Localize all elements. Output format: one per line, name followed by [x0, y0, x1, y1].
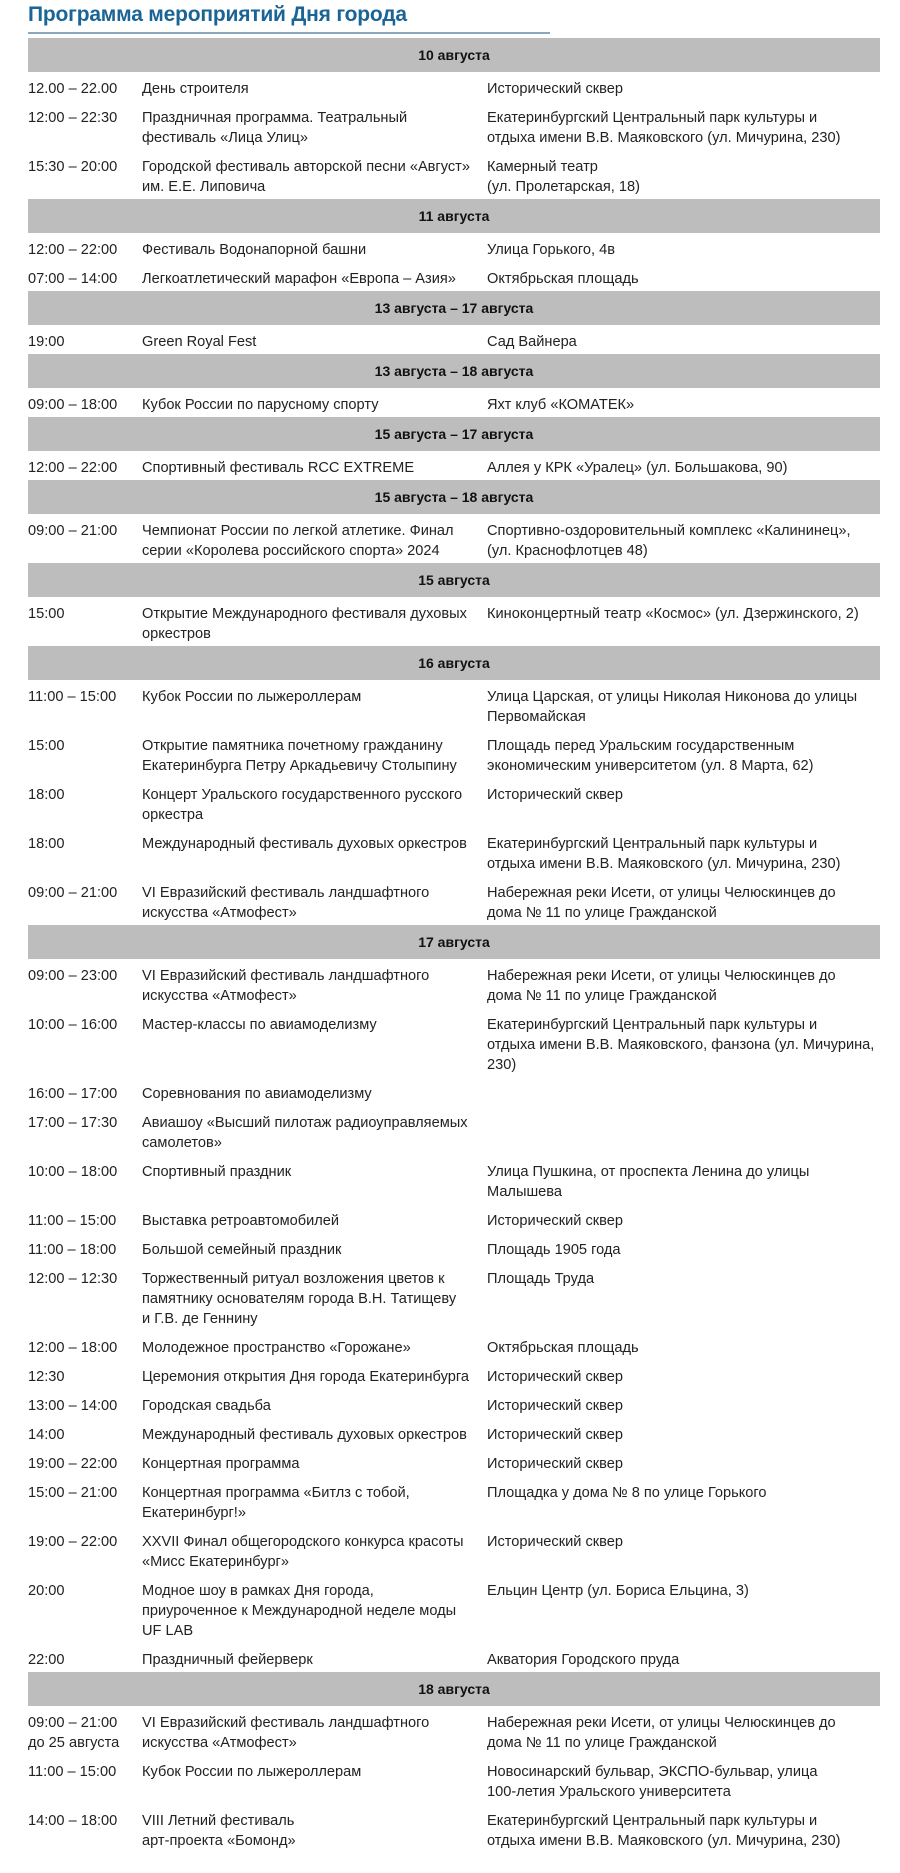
event-place-line: Акватория Городского пруда — [487, 1652, 680, 1668]
event-row — [28, 1155, 880, 1204]
event-name-line: Открытие памятника почетному гражданину — [142, 738, 443, 754]
event-time — [28, 1396, 142, 1416]
event-row — [28, 1262, 880, 1331]
date-header: 15 августа – 17 августа — [28, 417, 880, 451]
event-time — [28, 79, 142, 99]
event-time-line: 09:00 – 21:00 — [28, 885, 118, 901]
event-time — [28, 1113, 142, 1153]
event-place-line: дома № 11 по улице Гражданской — [487, 988, 717, 1004]
event-place-line: (ул. Пролетарская, 18) — [487, 179, 640, 195]
event-place — [487, 1581, 880, 1641]
event-name — [142, 1338, 487, 1358]
event-time-line: 12:00 – 22:00 — [28, 460, 118, 476]
event-time-line: до 25 августа — [28, 1735, 120, 1751]
event-place-line: Аллея у КРК «Уралец» (ул. Большакова, 90) — [487, 460, 788, 476]
event-name — [142, 1211, 487, 1231]
event-name-line: памятнику основателям города В.Н. Татищеву — [142, 1291, 457, 1307]
event-place — [487, 1084, 880, 1104]
event-name-line: Фестиваль Водонапорной башни — [142, 242, 367, 258]
event-place-line: Екатеринбургский Центральный парк культуры и — [487, 1813, 818, 1829]
event-place-line: Спортивно-оздоровительный комплекс «Калининец», — [487, 523, 851, 539]
event-place-line: Октябрьская площадь — [487, 1340, 639, 1356]
event-time — [28, 736, 142, 776]
event-place — [487, 1762, 880, 1802]
date-header: 18 августа — [28, 1672, 880, 1706]
event-time-line: 11:00 – 15:00 — [28, 1213, 117, 1229]
event-place-line: отдыха имени В.В. Маяковского (ул. Мичурина, 230) — [487, 130, 841, 146]
event-time-line: 15:30 – 20:00 — [28, 159, 118, 175]
event-place — [487, 883, 880, 923]
event-place-line: Камерный театр — [487, 159, 598, 175]
event-name — [142, 1015, 487, 1075]
event-place-line: Исторический сквер — [487, 1398, 623, 1414]
event-name — [142, 736, 487, 776]
event-name-line: Выставка ретроавтомобилей — [142, 1213, 340, 1229]
event-name-line: Екатеринбург!» — [142, 1505, 246, 1521]
event-place-line: Улица Царская, от улицы Николая Никонова до улицы — [487, 689, 858, 705]
event-row — [28, 1360, 880, 1389]
page-title: Программа мероприятий Дня города — [28, 2, 550, 34]
event-row — [28, 233, 880, 262]
event-place-line: 100-летия Уральского университета — [487, 1784, 731, 1800]
event-time-line: 09:00 – 23:00 — [28, 968, 118, 984]
event-time — [28, 785, 142, 825]
event-place — [487, 108, 880, 148]
event-time — [28, 157, 142, 197]
event-time-line: 19:00 — [28, 334, 65, 350]
event-row — [28, 1331, 880, 1360]
event-name-line: VI Евразийский фестиваль ландшафтного — [142, 968, 430, 984]
event-place — [487, 604, 880, 644]
event-place — [487, 1338, 880, 1358]
event-name — [142, 1483, 487, 1523]
event-row — [28, 1106, 880, 1155]
event-name — [142, 1084, 487, 1104]
event-name — [142, 1454, 487, 1474]
event-place-line: дома № 11 по улице Гражданской — [487, 1735, 717, 1751]
event-name — [142, 79, 487, 99]
event-place — [487, 1240, 880, 1260]
event-time — [28, 1367, 142, 1387]
event-place — [487, 332, 880, 352]
event-place-line: отдыха имени В.В. Маяковского (ул. Мичурина, 230) — [487, 1833, 841, 1849]
event-time-line: 22:00 — [28, 1652, 65, 1668]
date-header: 15 августа — [28, 563, 880, 597]
event-row — [28, 325, 880, 354]
event-place-line: (ул. Краснофлотцев 48) — [487, 543, 648, 559]
event-row — [28, 1643, 880, 1672]
event-time — [28, 1454, 142, 1474]
event-name-line: оркестра — [142, 807, 204, 823]
event-time — [28, 1338, 142, 1358]
date-header: 17 августа — [28, 925, 880, 959]
event-name — [142, 157, 487, 197]
event-time-line: 16:00 – 17:00 — [28, 1086, 118, 1102]
event-place-line: отдыха имени В.В. Маяковского, фанзона (ул. Мичурина, — [487, 1037, 875, 1053]
event-name-line: искусства «Атмофест» — [142, 905, 297, 921]
event-place — [487, 1650, 880, 1670]
event-name-line: Модное шоу в рамках Дня города, — [142, 1583, 374, 1599]
event-place — [487, 1483, 880, 1523]
event-name — [142, 1240, 487, 1260]
event-time-line: 10:00 – 18:00 — [28, 1164, 118, 1180]
event-time — [28, 883, 142, 923]
event-time-line: 12:30 — [28, 1369, 65, 1385]
event-name-line: Кубок России по лыжероллерам — [142, 1764, 362, 1780]
event-time — [28, 1762, 142, 1802]
event-place-line: Киноконцертный театр «Космос» (ул. Дзержинского, 2) — [487, 606, 859, 622]
event-name-line: VIII Летний фестиваль — [142, 1813, 295, 1829]
event-time — [28, 604, 142, 644]
event-place-line: Исторический сквер — [487, 1534, 623, 1550]
event-name-line: XXVII Финал общегородского конкурса красоты — [142, 1534, 464, 1550]
event-place-line: Екатеринбургский Центральный парк культуры и — [487, 110, 818, 126]
event-place — [487, 1113, 880, 1153]
event-place — [487, 1269, 880, 1329]
event-name — [142, 834, 487, 874]
event-name — [142, 1269, 487, 1329]
event-time-line: 14:00 — [28, 1427, 65, 1443]
event-time-line: 07:00 – 14:00 — [28, 271, 118, 287]
event-time — [28, 1713, 142, 1753]
event-time — [28, 687, 142, 727]
event-name-line: искусства «Атмофест» — [142, 1735, 297, 1751]
event-name — [142, 1811, 487, 1851]
event-time-line: 12:00 – 22:00 — [28, 242, 118, 258]
event-place — [487, 1015, 880, 1075]
event-name — [142, 458, 487, 478]
event-row — [28, 72, 880, 101]
event-name-line: Праздничный фейерверк — [142, 1652, 313, 1668]
event-name-line: Мастер-классы по авиамоделизму — [142, 1017, 377, 1033]
event-row — [28, 680, 880, 729]
date-header: 15 августа – 18 августа — [28, 480, 880, 514]
event-time-line: 14:00 – 18:00 — [28, 1813, 118, 1829]
event-place — [487, 1532, 880, 1572]
event-name-line: арт-проекта «Бомонд» — [142, 1833, 296, 1849]
event-name — [142, 604, 487, 644]
event-name-line: Торжественный ритуал возложения цветов к — [142, 1271, 445, 1287]
event-name-line: серии «Королева российского спорта» 2024 — [142, 543, 440, 559]
event-time — [28, 108, 142, 148]
event-place-line: 230) — [487, 1057, 517, 1073]
event-time — [28, 966, 142, 1006]
event-name — [142, 1367, 487, 1387]
event-name — [142, 240, 487, 260]
event-row — [28, 1804, 880, 1853]
event-place — [487, 1396, 880, 1416]
event-place-line: Исторический сквер — [487, 787, 623, 803]
event-name-line: Кубок России по лыжероллерам — [142, 689, 362, 705]
event-time — [28, 1532, 142, 1572]
event-name-line: «Мисс Екатеринбург» — [142, 1554, 289, 1570]
event-name — [142, 785, 487, 825]
event-time — [28, 269, 142, 289]
event-time — [28, 1483, 142, 1523]
event-name-line: Церемония открытия Дня города Екатеринбурга — [142, 1369, 469, 1385]
event-name — [142, 1713, 487, 1753]
event-time-line: 12.00 – 22.00 — [28, 81, 118, 97]
event-place — [487, 157, 880, 197]
event-name-line: и Г.В. де Геннину — [142, 1311, 258, 1327]
event-name — [142, 108, 487, 148]
event-time-line: 20:00 — [28, 1583, 65, 1599]
event-place-line: Площадь перед Уральским государственным — [487, 738, 795, 754]
event-place-line: Исторический сквер — [487, 1213, 623, 1229]
event-row — [28, 1077, 880, 1106]
event-name-line: Концерт Уральского государственного русского — [142, 787, 463, 803]
event-row — [28, 959, 880, 1008]
event-time-line: 09:00 – 21:00 — [28, 523, 118, 539]
event-place — [487, 395, 880, 415]
event-name-line: приуроченное к Международной неделе моды — [142, 1603, 457, 1619]
event-name-line: UF LAB — [142, 1623, 194, 1639]
event-name-line: самолетов» — [142, 1135, 222, 1151]
event-time-line: 18:00 — [28, 836, 65, 852]
event-place-line: Площадь 1905 года — [487, 1242, 621, 1258]
event-place-line: Набережная реки Исети, от улицы Челюскинцев до — [487, 1715, 836, 1731]
event-time-line: 15:00 — [28, 738, 65, 754]
event-name-line: Международный фестиваль духовых оркестров — [142, 1427, 467, 1443]
event-place — [487, 1162, 880, 1202]
event-time — [28, 521, 142, 561]
event-name-line: Green Royal Fest — [142, 334, 257, 350]
event-row — [28, 514, 880, 563]
event-name — [142, 1581, 487, 1641]
event-place-line: экономическим университетом (ул. 8 Марта, 62) — [487, 758, 814, 774]
event-name-line: День строителя — [142, 81, 249, 97]
event-time-line: 11:00 – 18:00 — [28, 1242, 117, 1258]
event-time-line: 10:00 – 16:00 — [28, 1017, 118, 1033]
event-time-line: 17:00 – 17:30 — [28, 1115, 118, 1131]
event-name — [142, 687, 487, 727]
event-time-line: 12:00 – 12:30 — [28, 1271, 118, 1287]
event-place — [487, 1367, 880, 1387]
event-time-line: 19:00 – 22:00 — [28, 1456, 118, 1472]
event-name-line: Открытие Международного фестиваля духовых — [142, 606, 467, 622]
event-place-line: Исторический сквер — [487, 1427, 623, 1443]
event-name-line: искусства «Атмофест» — [142, 988, 297, 1004]
event-name-line: Международный фестиваль духовых оркестров — [142, 836, 467, 852]
event-place-line: Набережная реки Исети, от улицы Челюскинцев до — [487, 885, 836, 901]
event-name — [142, 1762, 487, 1802]
event-time-line: 12:00 – 18:00 — [28, 1340, 118, 1356]
date-header: 10 августа — [28, 38, 880, 72]
event-place — [487, 269, 880, 289]
date-header: 13 августа – 17 августа — [28, 291, 880, 325]
event-name-line: фестиваль «Лица Улиц» — [142, 130, 308, 146]
event-row — [28, 1476, 880, 1525]
event-time — [28, 1581, 142, 1641]
event-place-line: Исторический сквер — [487, 81, 623, 97]
event-row — [28, 388, 880, 417]
event-time-line: 11:00 – 15:00 — [28, 1764, 117, 1780]
event-row — [28, 876, 880, 925]
event-name — [142, 269, 487, 289]
event-name-line: Молодежное пространство «Горожане» — [142, 1340, 411, 1356]
event-name — [142, 521, 487, 561]
event-row — [28, 1008, 880, 1077]
event-name-line: Спортивный праздник — [142, 1164, 292, 1180]
event-name-line: Городская свадьба — [142, 1398, 271, 1414]
event-place-line: Новосинарский бульвар, ЭКСПО-бульвар, улица — [487, 1764, 818, 1780]
event-place-line: Ельцин Центр (ул. Бориса Ельцина, 3) — [487, 1583, 749, 1599]
event-time — [28, 1269, 142, 1329]
event-name-line: оркестров — [142, 626, 211, 642]
event-place — [487, 458, 880, 478]
event-place-line: Первомайская — [487, 709, 586, 725]
event-row — [28, 1755, 880, 1804]
event-time-line: 11:00 – 15:00 — [28, 689, 117, 705]
date-header: 13 августа – 18 августа — [28, 354, 880, 388]
event-row — [28, 729, 880, 778]
event-row — [28, 1418, 880, 1447]
event-place — [487, 521, 880, 561]
event-place — [487, 240, 880, 260]
event-row — [28, 1525, 880, 1574]
event-row — [28, 150, 880, 199]
event-name — [142, 883, 487, 923]
event-name-line: Авиашоу «Высший пилотаж радиоуправляемых — [142, 1115, 468, 1131]
event-name — [142, 1425, 487, 1445]
event-time — [28, 1650, 142, 1670]
event-place — [487, 1811, 880, 1851]
schedule-table — [28, 38, 880, 1853]
event-name — [142, 1650, 487, 1670]
event-place — [487, 736, 880, 776]
event-row — [28, 262, 880, 291]
event-place-line: Площадка у дома № 8 по улице Горького — [487, 1485, 767, 1501]
event-place-line: Улица Горького, 4в — [487, 242, 616, 258]
event-place — [487, 1425, 880, 1445]
event-time — [28, 1162, 142, 1202]
event-row — [28, 778, 880, 827]
event-time — [28, 1015, 142, 1075]
event-place-line: Исторический сквер — [487, 1456, 623, 1472]
event-row — [28, 1447, 880, 1476]
event-place-line: Исторический сквер — [487, 1369, 623, 1385]
event-time-line: 13:00 – 14:00 — [28, 1398, 118, 1414]
event-row — [28, 827, 880, 876]
event-time — [28, 395, 142, 415]
event-row — [28, 1574, 880, 1643]
event-time-line: 09:00 – 18:00 — [28, 397, 118, 413]
event-name-line: Чемпионат России по легкой атлетике. Финал — [142, 523, 454, 539]
event-place — [487, 834, 880, 874]
event-name-line: Праздничная программа. Театральный — [142, 110, 408, 126]
event-place — [487, 1211, 880, 1231]
event-name-line: Большой семейный праздник — [142, 1242, 342, 1258]
event-name-line: VI Евразийский фестиваль ландшафтного — [142, 1715, 430, 1731]
event-row — [28, 597, 880, 646]
event-row — [28, 451, 880, 480]
event-name-line: Кубок России по парусному спорту — [142, 397, 379, 413]
event-time — [28, 240, 142, 260]
date-header: 11 августа — [28, 199, 880, 233]
event-name-line: Легкоатлетический марафон «Европа – Азия» — [142, 271, 456, 287]
event-time — [28, 332, 142, 352]
event-time-line: 15:00 — [28, 606, 65, 622]
event-place-line: Площадь Труда — [487, 1271, 595, 1287]
event-place-line: Набережная реки Исети, от улицы Челюскинцев до — [487, 968, 836, 984]
event-time-line: 09:00 – 21:00 — [28, 1715, 118, 1731]
event-place — [487, 1713, 880, 1753]
event-place — [487, 1454, 880, 1474]
event-time — [28, 458, 142, 478]
event-name — [142, 1162, 487, 1202]
event-name — [142, 1396, 487, 1416]
event-place — [487, 687, 880, 727]
event-place-line: Екатеринбургский Центральный парк культуры и — [487, 836, 818, 852]
event-time — [28, 1084, 142, 1104]
event-name — [142, 332, 487, 352]
event-time-line: 18:00 — [28, 787, 65, 803]
event-place — [487, 966, 880, 1006]
event-time — [28, 1425, 142, 1445]
date-header: 16 августа — [28, 646, 880, 680]
event-row — [28, 1204, 880, 1233]
event-name-line: Концертная программа «Битлз с тобой, — [142, 1485, 410, 1501]
event-name — [142, 1532, 487, 1572]
event-name-line: Городской фестиваль авторской песни «Август» — [142, 159, 470, 175]
event-time-line: 19:00 – 22:00 — [28, 1534, 118, 1550]
event-row — [28, 1389, 880, 1418]
event-time — [28, 1811, 142, 1851]
event-time — [28, 834, 142, 874]
event-place-line: Яхт клуб «КОМАТЕК» — [487, 397, 635, 413]
event-time — [28, 1211, 142, 1231]
event-row — [28, 101, 880, 150]
event-place-line: Екатеринбургский Центральный парк культуры и — [487, 1017, 818, 1033]
event-place-line: Октябрьская площадь — [487, 271, 639, 287]
event-place-line: Улица Пушкина, от проспекта Ленина до улицы — [487, 1164, 810, 1180]
event-place-line: Сад Вайнера — [487, 334, 577, 350]
event-name — [142, 395, 487, 415]
event-name-line: VI Евразийский фестиваль ландшафтного — [142, 885, 430, 901]
event-place-line: Малышева — [487, 1184, 562, 1200]
event-time-line: 15:00 – 21:00 — [28, 1485, 118, 1501]
event-place — [487, 79, 880, 99]
event-name-line: им. Е.Е. Липовича — [142, 179, 266, 195]
event-row — [28, 1706, 880, 1755]
event-name-line: Спортивный фестиваль RCC EXTREME — [142, 460, 415, 476]
event-time — [28, 1240, 142, 1260]
event-place-line: дома № 11 по улице Гражданской — [487, 905, 717, 921]
event-name — [142, 1113, 487, 1153]
event-place-line: отдыха имени В.В. Маяковского (ул. Мичурина, 230) — [487, 856, 841, 872]
event-name — [142, 966, 487, 1006]
event-row — [28, 1233, 880, 1262]
event-name-line: Соревнования по авиамоделизму — [142, 1086, 372, 1102]
event-place — [487, 785, 880, 825]
event-name-line: Екатеринбурга Петру Аркадьевичу Столыпину — [142, 758, 457, 774]
event-name-line: Концертная программа — [142, 1456, 300, 1472]
event-time-line: 12:00 – 22:30 — [28, 110, 118, 126]
